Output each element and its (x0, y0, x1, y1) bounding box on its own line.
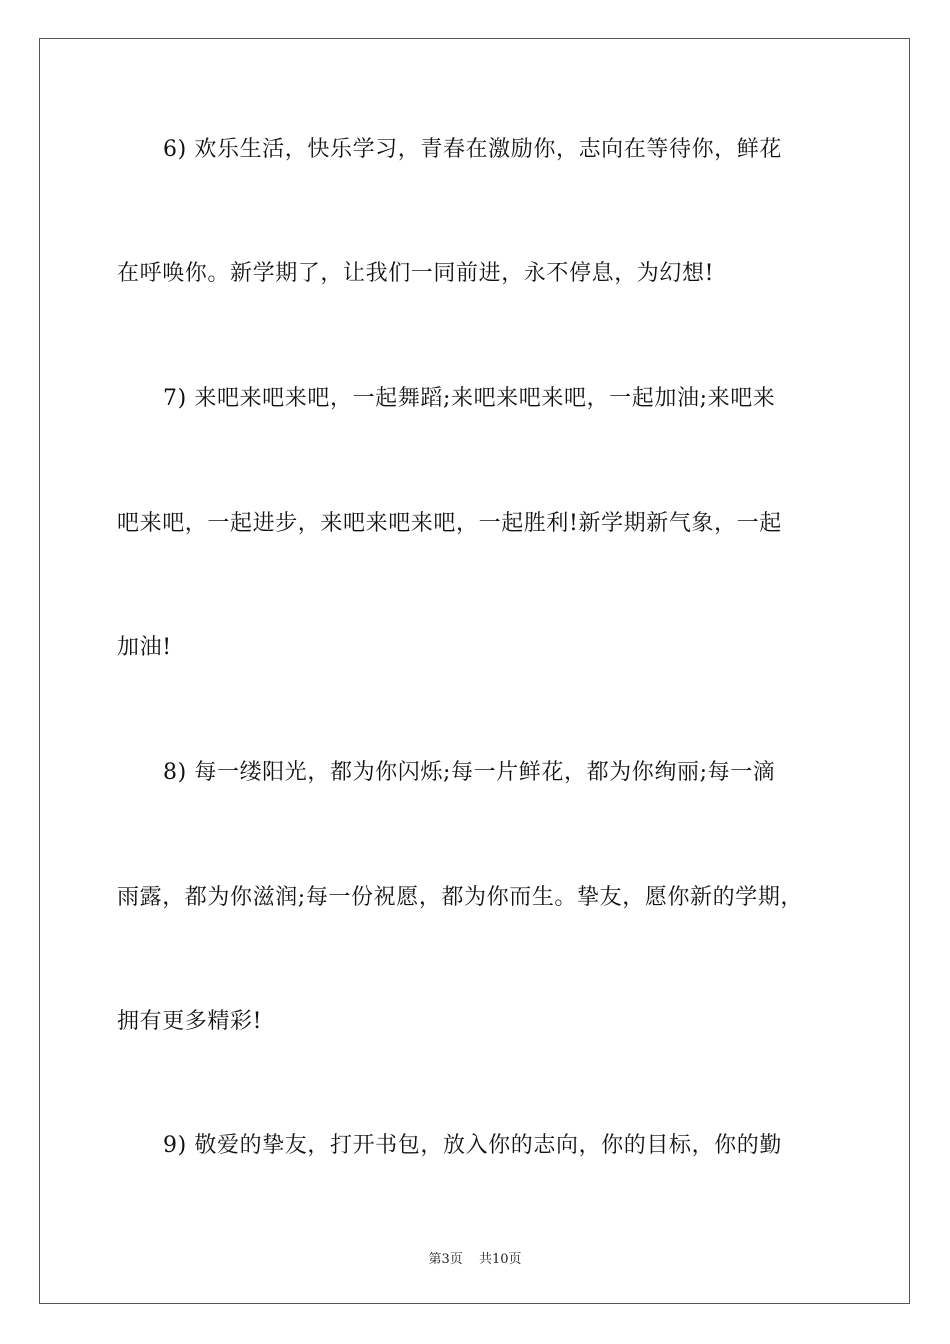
page-total: 共10页 (478, 1252, 522, 1267)
paragraph-9-line-1: 9) 敬爱的挚友，打开书包，放入你的志向，你的目标，你的勤 (163, 1133, 782, 1158)
paragraph-8-line-2: 雨露，都为你滋润;每一份祝愿，都为你而生。挚友，愿你新的学期， (117, 885, 804, 910)
paragraph-8-line-1: 8) 每一缕阳光，都为你闪烁;每一片鲜花，都为你绚丽;每一滴 (163, 760, 776, 785)
paragraph-7-line-1: 7) 来吧来吧来吧，一起舞蹈;来吧来吧来吧，一起加油;来吧来 (163, 386, 776, 411)
page-footer (0, 1248, 950, 1267)
page-border (39, 38, 910, 1304)
paragraph-7-line-3: 加油! (117, 635, 172, 660)
page-number: 第3页 (428, 1252, 463, 1267)
paragraph-8-line-3: 拥有更多精彩! (117, 1009, 263, 1034)
paragraph-7-line-2: 吧来吧，一起进步，来吧来吧来吧，一起胜利!新学期新气象，一起 (117, 511, 782, 536)
paragraph-6-line-2: 在呼唤你。新学期了，让我们一同前进，永不停息，为幻想! (117, 261, 715, 286)
paragraph-6-line-1: 6) 欢乐生活，快乐学习，青春在激励你，志向在等待你，鲜花 (163, 137, 782, 162)
